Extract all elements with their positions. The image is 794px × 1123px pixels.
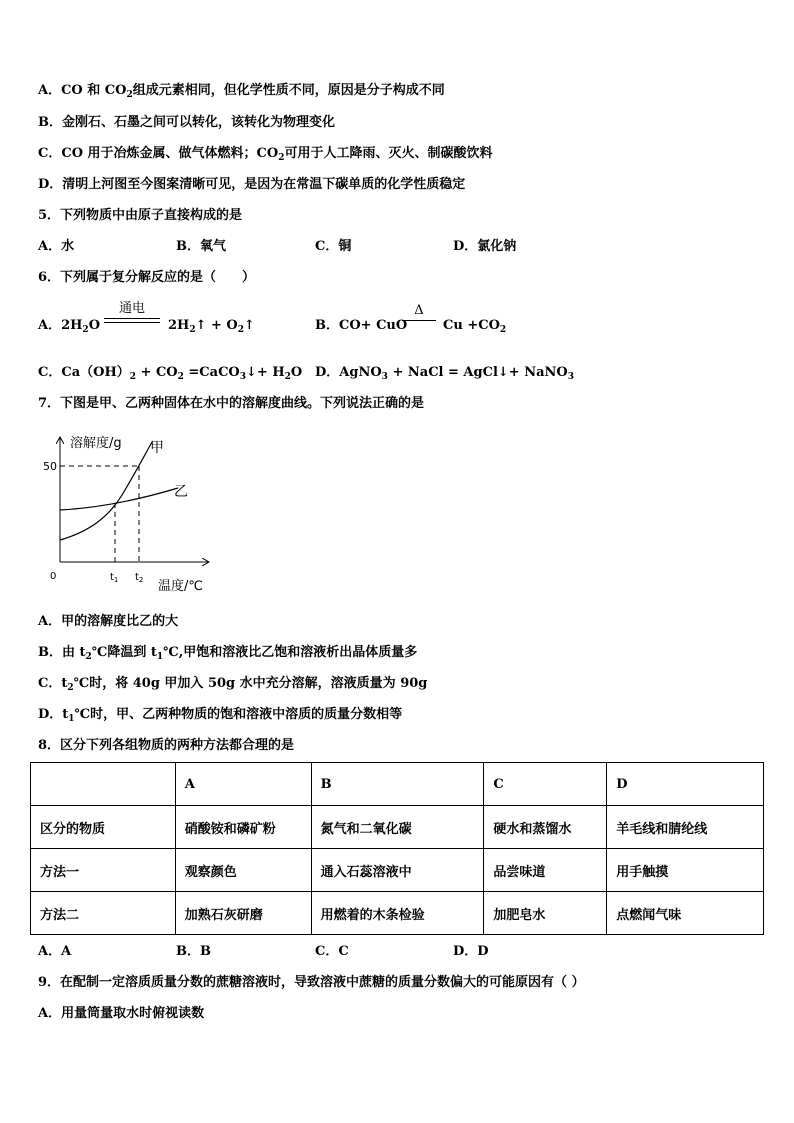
table-cell bbox=[31, 763, 176, 806]
q5-option-b: B．氧气 bbox=[176, 239, 226, 254]
table-cell: 通入石蕊溶液中 bbox=[311, 849, 484, 892]
q7-option-b: B．由 $t_2℃$降温到 $t_1℃$,甲饱和溶液比乙饱和溶液析出晶体质量多 bbox=[38, 645, 418, 662]
series-label-yi: 乙 bbox=[174, 484, 188, 500]
table-cell: 羊毛线和腈纶线 bbox=[607, 806, 764, 849]
table-cell: 用手触摸 bbox=[607, 849, 764, 892]
q9-stem: 9．在配制一定溶质质量分数的蔗糖溶液时，导致溶液中蔗糖的质量分数偏大的可能原因有（ ） bbox=[38, 975, 585, 990]
table-row bbox=[31, 892, 764, 935]
q8-option-a: A．A bbox=[38, 944, 72, 959]
table-cell: 硬水和蒸馏水 bbox=[484, 806, 607, 849]
table-cell: 用燃着的木条检验 bbox=[311, 892, 484, 935]
q8-option-c: C．C bbox=[315, 944, 349, 959]
table-row bbox=[31, 849, 764, 892]
q4-option-d: D．清明上河图至今图案清晰可见，是因为在常温下碳单质的化学性质稳定 bbox=[38, 177, 466, 192]
q7-option-d: D．$t_1℃$时，甲、乙两种物质的饱和溶液中溶质的质量分数相等 bbox=[38, 707, 403, 724]
table-cell: 硝酸铵和磷矿粉 bbox=[175, 806, 311, 849]
table-cell: 点燃闻气味 bbox=[607, 892, 764, 935]
solubility-chart bbox=[38, 430, 238, 600]
x-tick-t2: $t_2$ bbox=[135, 572, 144, 584]
q7-option-a: A．甲的溶解度比乙的大 bbox=[38, 614, 179, 629]
y-tick-50: 50 bbox=[43, 460, 57, 473]
q6-stem: 6．下列属于复分解反应的是（ ） bbox=[38, 270, 256, 285]
table-cell: B bbox=[311, 763, 484, 806]
q6-option-a: A．$2H_2O$ bbox=[38, 318, 101, 335]
q8-option-d: D．D bbox=[453, 944, 489, 959]
q6-b-equal-bar bbox=[402, 320, 436, 321]
q6-a-equal-bar-top bbox=[104, 318, 160, 319]
q6-b-products: $Cu +CO_2$ bbox=[443, 318, 507, 335]
table-cell: C bbox=[484, 763, 607, 806]
table-cell: 品尝味道 bbox=[484, 849, 607, 892]
x-tick-t1: $t_1$ bbox=[110, 572, 119, 584]
curve-jia bbox=[60, 442, 152, 540]
q8-stem: 8．区分下列各组物质的两种方法都合理的是 bbox=[38, 738, 295, 753]
q4-option-a: A．CO 和 $CO_2$组成元素相同，但化学性质不同，原因是分子构成不同 bbox=[38, 83, 445, 100]
q5-option-a: A．水 bbox=[38, 239, 75, 254]
table-cell: 观察颜色 bbox=[175, 849, 311, 892]
q4-option-b: B．金刚石、石墨之间可以转化，该转化为物理变化 bbox=[38, 115, 335, 130]
q5-stem: 5．下列物质中由原子直接构成的是 bbox=[38, 208, 243, 223]
table-cell: 氮气和二氧化碳 bbox=[311, 806, 484, 849]
q6-a-products: $2H_2↑$ + $O_2↑$ bbox=[168, 318, 255, 335]
table-cell: 方法二 bbox=[31, 892, 176, 935]
q5-option-c: C．铜 bbox=[315, 239, 352, 254]
series-label-jia: 甲 bbox=[150, 440, 164, 456]
q7-option-c: C．$t_2℃$时，将 40g 甲加入 50g 水中充分溶解，溶液质量为 90g bbox=[38, 676, 428, 693]
x-axis-label: 温度/℃ bbox=[158, 579, 203, 594]
q6-option-d: D．AgNO$_3$ + NaCl = AgCl↓+ NaNO$_3$ bbox=[315, 365, 574, 382]
q7-stem: 7．下图是甲、乙两种固体在水中的溶解度曲线。下列说法正确的是 bbox=[38, 396, 425, 411]
q6-option-c: C．$Ca(OH)_2 + CO_2$ =CaCO$_3$↓+ $H_2O$ bbox=[38, 365, 303, 382]
q4-option-c: C．CO 用于冶炼金属、做气体燃料；$CO_2$可用于人工降雨、灭火、制碳酸饮料 bbox=[38, 146, 493, 163]
q5-option-d: D．氯化钠 bbox=[453, 239, 517, 254]
origin-label: 0 bbox=[50, 571, 57, 582]
q6-a-equal-bar-bottom bbox=[104, 322, 160, 323]
q6-a-condition: 通电 bbox=[118, 301, 145, 316]
table-cell: A bbox=[175, 763, 311, 806]
y-axis-label: 溶解度/g bbox=[70, 436, 122, 451]
q8-table bbox=[30, 762, 764, 935]
q6-option-b: B．CO+ CuO bbox=[315, 318, 408, 333]
q9-option-a: A．用量筒量取水时俯视读数 bbox=[38, 1006, 205, 1021]
table-cell: D bbox=[607, 763, 764, 806]
table-cell: 方法一 bbox=[31, 849, 176, 892]
table-cell: 加熟石灰研磨 bbox=[175, 892, 311, 935]
table-row bbox=[31, 763, 764, 806]
table-cell: 加肥皂水 bbox=[484, 892, 607, 935]
table-row bbox=[31, 806, 764, 849]
table-cell: 区分的物质 bbox=[31, 806, 176, 849]
q6-b-condition: Δ bbox=[414, 303, 424, 318]
q8-option-b: B．B bbox=[176, 944, 211, 959]
